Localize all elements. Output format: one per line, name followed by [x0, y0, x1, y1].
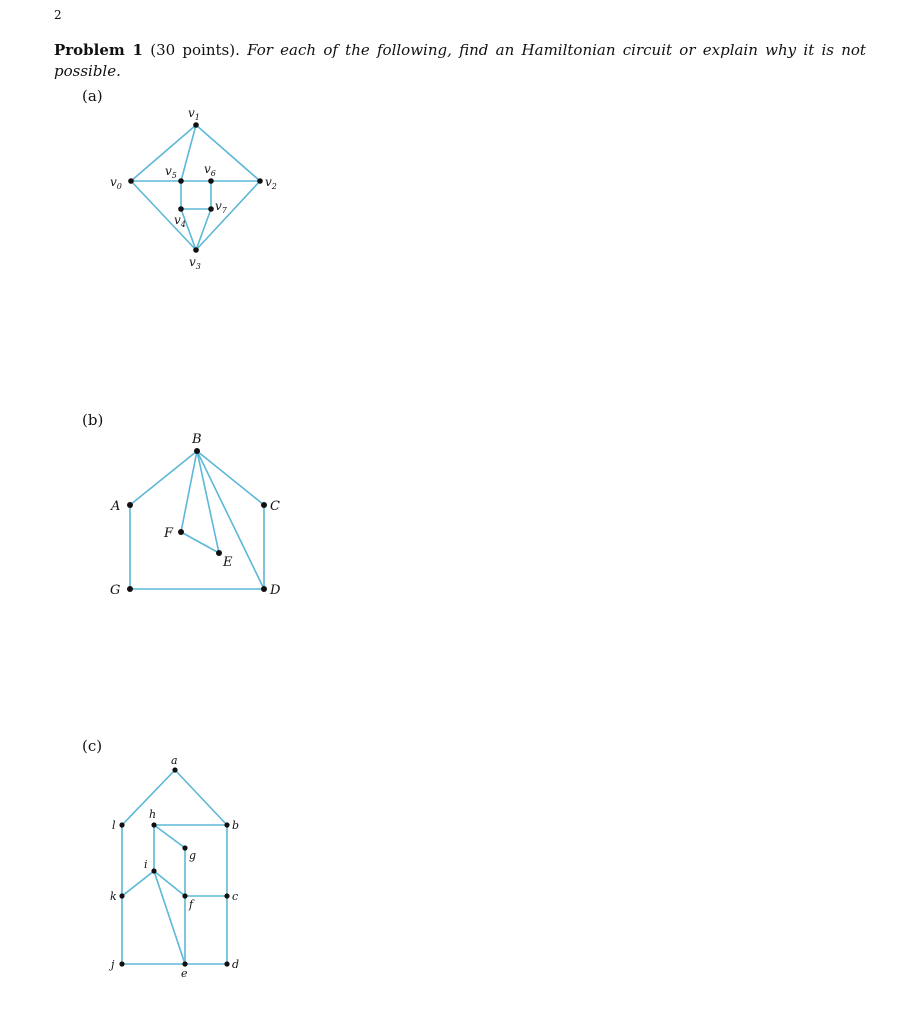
- node-c: [224, 893, 229, 898]
- part-a-label: (a): [82, 87, 103, 105]
- label-v6: $v_6$: [204, 162, 216, 178]
- label-v1: $v_1$: [188, 106, 200, 122]
- label-f: f: [189, 898, 194, 911]
- part-c-label: (c): [82, 737, 103, 755]
- node-i: [151, 868, 156, 873]
- edge-a-b: [175, 770, 227, 825]
- edge-h-g: [154, 825, 185, 848]
- node-l: [119, 822, 124, 827]
- label-E: E: [223, 555, 233, 570]
- label-D: D: [270, 583, 281, 598]
- label-l: l: [112, 819, 116, 832]
- label-b: b: [232, 819, 240, 832]
- label-C: C: [270, 499, 280, 514]
- node-b: [224, 822, 229, 827]
- label-e: e: [181, 967, 188, 980]
- node-f: [182, 893, 187, 898]
- graph-c-nodes: [119, 767, 229, 966]
- graph-c-edges: [122, 770, 227, 964]
- part-b-label: (b): [82, 411, 104, 429]
- label-v2: $v_2$: [265, 175, 277, 191]
- label-c: c: [232, 890, 239, 903]
- node-a: [172, 767, 177, 772]
- label-v3: $v_3$: [189, 255, 201, 271]
- label-h: h: [149, 808, 157, 821]
- node-g: [182, 845, 187, 850]
- label-v0: $v_0$: [110, 175, 122, 191]
- label-F: F: [164, 526, 174, 541]
- node-d: [224, 961, 229, 966]
- problem-points: (30 points).: [150, 41, 240, 59]
- edge-i-e: [154, 871, 185, 964]
- problem-title: Problem 1: [54, 41, 143, 59]
- label-B: B: [192, 432, 202, 447]
- label-A: A: [111, 499, 121, 514]
- label-d: d: [232, 958, 240, 971]
- label-G: G: [110, 583, 121, 598]
- label-j: j: [111, 958, 115, 971]
- page-number: 2: [54, 8, 62, 22]
- label-k: k: [110, 890, 117, 903]
- label-a: a: [171, 754, 178, 767]
- node-k: [119, 893, 124, 898]
- node-h: [151, 822, 156, 827]
- label-i: i: [144, 858, 148, 871]
- edge-i-k: [122, 871, 154, 896]
- label-v5: $v_5$: [165, 164, 177, 180]
- label-g: g: [189, 849, 197, 862]
- node-j: [119, 961, 124, 966]
- problem-text: For each of the following, find an Hamiltonian circuit or explain why it is not possible.: [54, 41, 866, 80]
- node-e: [182, 961, 187, 966]
- label-v4: $v_4$: [174, 213, 186, 229]
- graph-c-labels: [108, 754, 239, 980]
- label-v7: $v_7$: [215, 199, 227, 215]
